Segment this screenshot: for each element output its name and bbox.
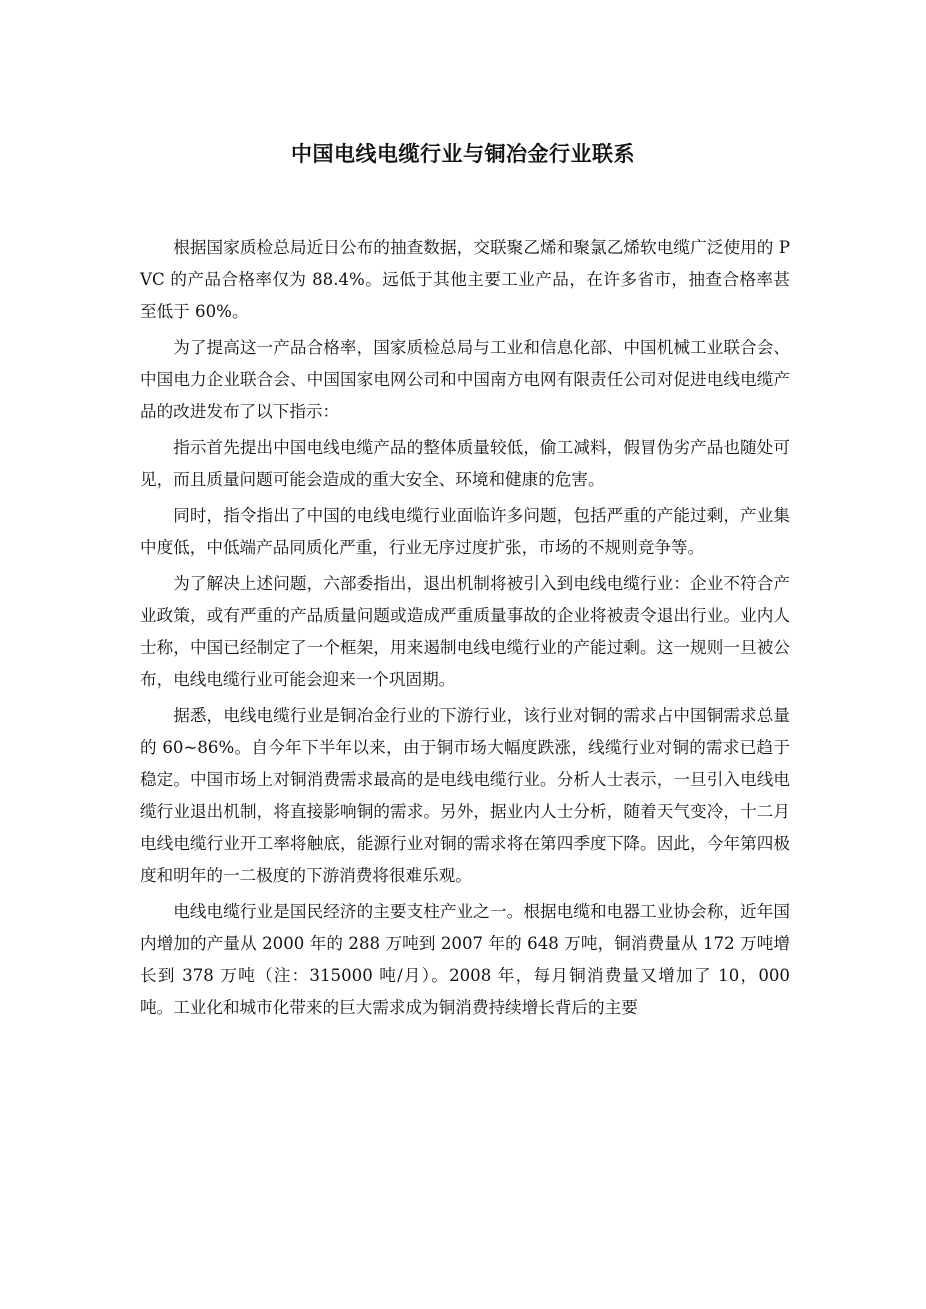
document-body bbox=[140, 232, 790, 1028]
paragraph: 电线电缆行业是国民经济的主要支柱产业之一。根据电缆和电器工业协会称，近年国内增加的产量从 2000 年的 288 万吨到 2007 年的 648 万吨，铜消费量从 172 万吨增长到 378 万吨（注：315000 吨/月）。2008 年，每月铜消费量又增加了 10，000 吨。工业化和城市化带来的巨大需求成为铜消费持续增长背后的主要 bbox=[140, 902, 790, 1017]
paragraph: 同时，指令指出了中国的电线电缆行业面临许多问题，包括严重的产能过剩，产业集中度低，中低端产品同质化严重，行业无序过度扩张，市场的不规则竞争等。 bbox=[140, 506, 790, 557]
paragraph: 根据国家质检总局近日公布的抽查数据，交联聚乙烯和聚氯乙烯软电缆广泛使用的 PVC 的产品合格率仅为 88.4%。远低于其他主要工业产品，在许多省市，抽查合格率甚至低于 60%。 bbox=[140, 238, 790, 321]
paragraph: 为了提高这一产品合格率，国家质检总局与工业和信息化部、中国机械工业联合会、中国电力企业联合会、中国国家电网公司和中国南方电网有限责任公司对促进电线电缆产品的改进发布了以下指示： bbox=[140, 338, 790, 421]
paragraph: 指示首先提出中国电线电缆产品的整体质量较低，偷工减料，假冒伪劣产品也随处可见，而且质量问题可能会造成的重大安全、环境和健康的危害。 bbox=[140, 438, 790, 489]
paragraph: 据悉，电线电缆行业是铜冶金行业的下游行业，该行业对铜的需求占中国铜需求总量的 60~86%。自今年下半年以来，由于铜市场大幅度跌涨，线缆行业对铜的需求已趋于稳定。中国市场上对铜消费需求最高的是电线电缆行业。分析人士表示，一旦引入电线电缆行业退出机制，将直接影响铜的需求。另外，据业内人士分析，随着天气变冷，十二月电线电缆行业开工率将触底，能源行业对铜的需求将在第四季度下降。因此，今年第四极度和明年的一二极度的下游消费将很难乐观。 bbox=[140, 706, 790, 885]
document-title: 中国电线电缆行业与铜冶金行业联系 bbox=[291, 142, 635, 166]
paragraph: 为了解决上述问题，六部委指出，退出机制将被引入到电线电缆行业：企业不符合产业政策，或有严重的产品质量问题或造成严重质量事故的企业将被责令退出行业。业内人士称，中国已经制定了一个框架，用来遏制电线电缆行业的产能过剩。这一规则一旦被公布，电线电缆行业可能会迎来一个巩固期。 bbox=[140, 574, 790, 689]
